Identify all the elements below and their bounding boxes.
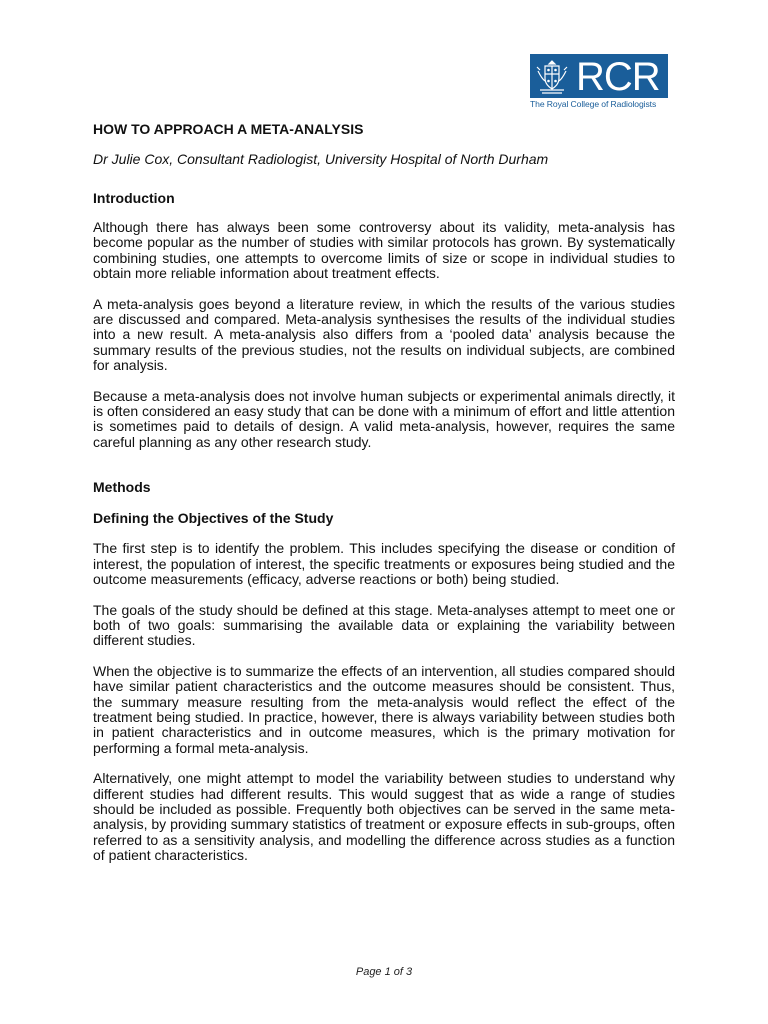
methods-paragraph-1: The first step is to identify the problem. This includes specifying the disease or condition of interest, the population of interest, the specific treatments or exposures being studied and the outcome measurements (efficacy, adverse reactions or both) being studied. — [93, 540, 675, 588]
logo-box — [530, 54, 668, 98]
page-number: Page 1 of 3 — [355, 966, 413, 978]
methods-paragraph-3: When the objective is to summarize the effects of an intervention, all studies compared should have similar patient characteristics and the outcome measures should be consistent. Thus, the summary measure resulting from the meta-analysis would reflect the effect of the treatment being studied. In practice, however, there is always variability between studies both in patient characteristics and in outcome measures, which is the primary motivation for performing a formal meta-analysis. — [93, 662, 675, 756]
introduction-heading: Introduction — [93, 190, 175, 206]
methods-paragraph-2: The goals of the study should be defined at this stage. Meta-analyses attempt to meet one or both of two goals: summarising the available data or explaining the variability between different studies. — [93, 601, 675, 649]
crest-icon — [534, 57, 570, 95]
rcr-logo — [530, 54, 668, 112]
objectives-subheading: Defining the Objectives of the Study — [93, 510, 334, 527]
logo-caption: The Royal College of Radiologists — [530, 99, 657, 109]
document-body — [93, 120, 675, 864]
document-title: HOW TO APPROACH A META-ANALYSIS — [93, 121, 364, 137]
author-line: Dr Julie Cox, Consultant Radiologist, University Hospital of North Durham — [93, 151, 549, 167]
methods-heading: Methods — [93, 479, 151, 496]
intro-paragraph-2: A meta-analysis goes beyond a literature review, in which the results of the various studies are discussed and compared. Meta-analysis synthesises the results of the individual studies into a new result. A meta-analysis also differs from a ‘pooled data’ analysis because the summary results of the previous studies, not the results on individual subjects, are combined for analysis. — [93, 295, 675, 374]
logo-letters: RCR — [576, 55, 660, 99]
intro-paragraph-3: Because a meta-analysis does not involve human subjects or experimental animals directly, it is often considered an easy study that can be done with a minimum of effort and little attention is sometimes paid to details of design. A valid meta-analysis, however, requires the same careful planning as any other research study. — [93, 387, 675, 450]
intro-paragraph-1: Although there has always been some controversy about its validity, meta-analysis has become popular as the number of studies with similar protocols has grown. By systematically combining studies, one attempts to overcome limits of size or scope in individual studies to obtain more reliable information about treatment effects. — [93, 219, 675, 282]
methods-paragraph-4: Alternatively, one might attempt to model the variability between studies to understand why different studies had different results. This would suggest that as wide a range of studies should be included as possible. Frequently both objectives can be served in the same meta-analysis, by providing summary statistics of treatment or exposure effects in sub-groups, often referred to as a sensitivity analysis, and modelling the difference across studies as a function of patient characteristics. — [93, 770, 675, 864]
